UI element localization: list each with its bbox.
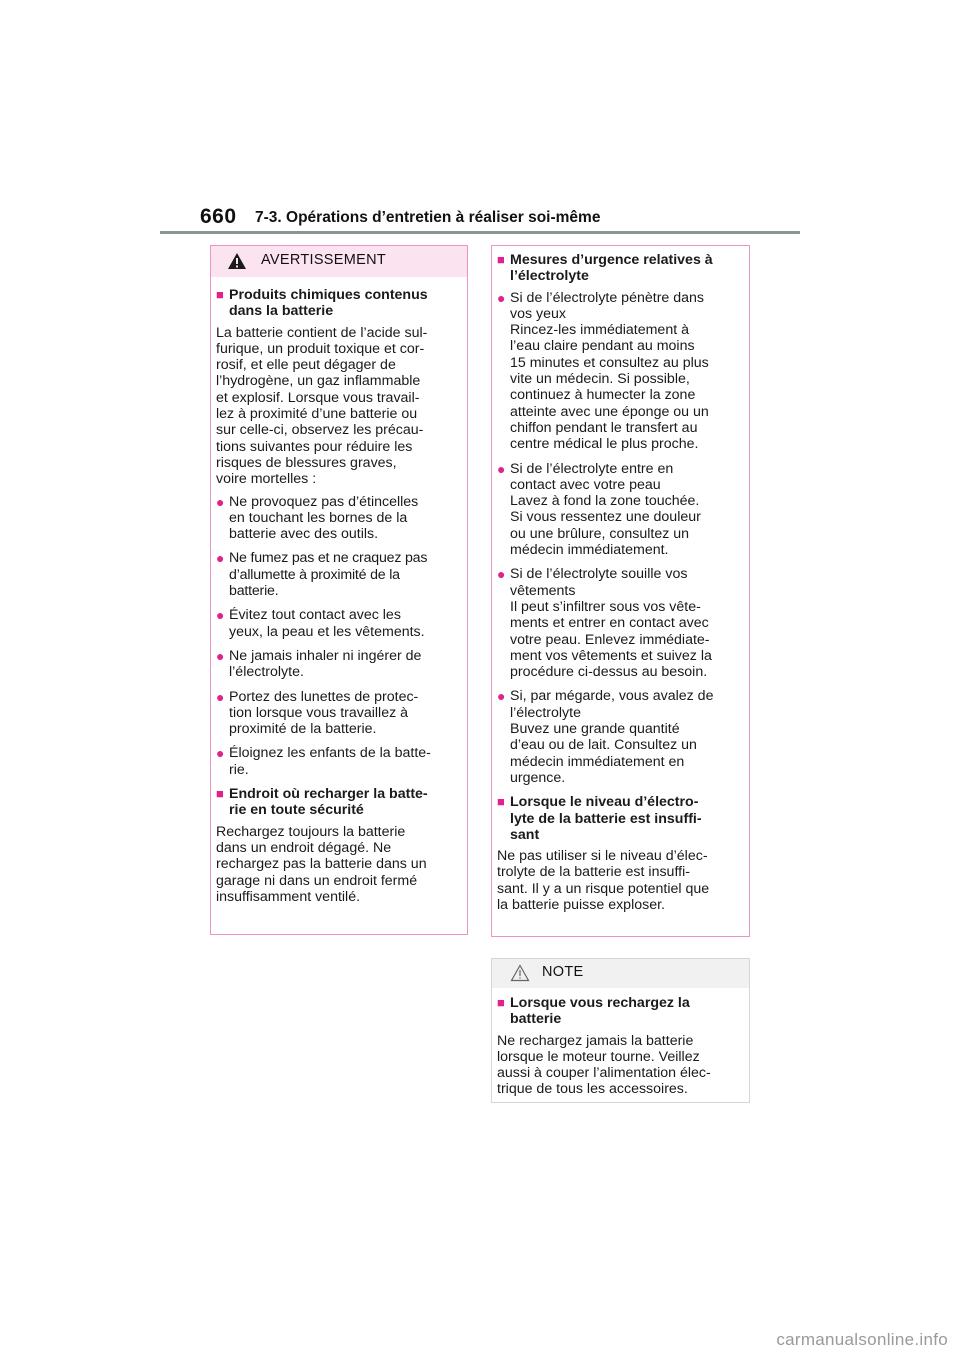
- list-item-text: Si de l’électrolyte entre en contact avec votre peau Lavez à fond la zone touchée. Si vous ressentez une douleur ou une brûlure, consultez un médecin immédiatement.: [510, 460, 701, 559]
- square-bullet-icon: ■: [216, 786, 224, 802]
- note-box-header: [492, 959, 749, 988]
- round-bullet-icon: ●: [497, 688, 506, 705]
- section-heading: [497, 794, 744, 843]
- list-item-text: Ne provoquez pas d’étincelles en touchant les bornes de la batterie avec des outils.: [229, 493, 419, 543]
- warning-body-right: [492, 246, 749, 913]
- list-item: [497, 290, 744, 453]
- round-bullet-icon: ●: [497, 460, 506, 477]
- section-heading: [497, 252, 744, 285]
- paragraph: Ne rechargez jamais la batterie lorsque le moteur tourne. Veillez aussi à couper l’alimentation élec- trique de tous les accessoires.: [497, 1032, 711, 1098]
- heading-text: Lorsque le niveau d’électro- lyte de la batterie est insuffi- sant: [510, 794, 702, 843]
- list-item: [216, 607, 462, 640]
- list-item: [497, 688, 744, 786]
- round-bullet-icon: ●: [216, 647, 225, 664]
- round-bullet-icon: ●: [216, 745, 225, 762]
- square-bullet-icon: ■: [216, 287, 224, 302]
- list-item: [216, 550, 462, 599]
- list-item: [216, 689, 462, 738]
- section-heading: [497, 995, 744, 1028]
- paragraph: Ne pas utiliser si le niveau d’élec- trolyte de la batterie est insuffi- sant. Il y a un risque potentiel que la batterie puisse exploser.: [497, 848, 710, 913]
- list-item-text: Si de l’électrolyte pénètre dans vos yeux Rincez-les immédiatement à l’eau claire pendant au moins 15 minutes et consultez au plus vite un médecin. Si possible, continuez à humecter la zone atteinte avec une éponge ou un chiffon pendant le transfert au centre médical le plus proche.: [510, 289, 709, 453]
- heading-text: Produits chimiques contenus dans la batterie: [229, 287, 428, 320]
- warning-box-header: [211, 246, 467, 277]
- round-bullet-icon: ●: [216, 607, 225, 624]
- page-header: [200, 200, 800, 240]
- warning-box-right: [491, 245, 750, 937]
- round-bullet-icon: ●: [497, 289, 506, 306]
- list-item: [497, 566, 744, 680]
- round-bullet-icon: ●: [216, 550, 225, 567]
- section-heading: [216, 786, 462, 819]
- heading-text: Lorsque vous rechargez la batterie: [510, 995, 690, 1028]
- list-item-text: Si, par mégarde, vous avalez de l’électrolyte Buvez une grande quantité d’eau ou de lait. Consultez un médecin immédiatement en urgence.: [510, 688, 714, 786]
- warning-body-left: [211, 277, 467, 905]
- list-item-text: Éloignez les enfants de la batte- rie.: [229, 745, 431, 778]
- list-item-text: Ne fumez pas et ne craquez pas d’allumette à proximité de la batterie.: [229, 550, 428, 600]
- paragraph: La batterie contient de l’acide sul- furique, un produit toxique et cor- rosif, et elle peut dégager de l’hydrogène, un gaz inflammable et explosif. Lorsque vous travail- lez à proximité d’une batterie ou sur celle-ci, observez les précau- tions suivantes pour réduire les risques de blessures graves, voire mortelles :: [216, 324, 428, 488]
- watermark: carmanualsonline.info: [776, 1330, 948, 1349]
- note-body: [492, 988, 749, 1098]
- warning-title: AVERTISSEMENT: [261, 252, 387, 268]
- warning-box-left: [210, 245, 468, 935]
- list-item-text: Évitez tout contact avec les yeux, la peau et les vêtements.: [229, 607, 425, 640]
- heading-text: Mesures d’urgence relatives à l’électrolyte: [510, 252, 713, 285]
- list-item-text: Si de l’électrolyte souille vos vêtements Il peut s’infiltrer sous vos vête- ments et entrer en contact avec votre peau. Enlevez immédiate- ment vos vêtements et suivez la procédure ci-dessus au besoin.: [510, 566, 712, 681]
- square-bullet-icon: ■: [497, 995, 505, 1010]
- list-item: [216, 745, 462, 778]
- header-rule: [160, 231, 800, 234]
- list-item-text: Ne jamais inhaler ni ingérer de l’électrolyte.: [229, 647, 422, 681]
- note-title: NOTE: [542, 964, 584, 980]
- round-bullet-icon: ●: [216, 688, 225, 705]
- section-title: 7-3. Opérations d’entretien à réaliser soi-même: [255, 209, 601, 226]
- paragraph: Rechargez toujours la batterie dans un endroit dégagé. Ne rechargez pas la batterie dans un garage ni dans un endroit fermé insuffisamment ventilé.: [216, 823, 427, 905]
- caution-triangle-icon: [510, 964, 530, 982]
- round-bullet-icon: ●: [216, 493, 225, 510]
- round-bullet-icon: ●: [497, 566, 506, 583]
- list-item-text: Portez des lunettes de protec- tion lorsque vous travaillez à proximité de la batterie.: [229, 688, 419, 738]
- page-number: 660: [200, 205, 237, 228]
- note-box: [491, 958, 750, 1103]
- section-heading: [216, 287, 462, 320]
- square-bullet-icon: ■: [497, 252, 505, 267]
- list-item: [497, 461, 744, 559]
- list-item: [216, 494, 462, 543]
- list-item: [216, 648, 462, 681]
- heading-text: Endroit où recharger la batte- rie en toute sécurité: [229, 786, 428, 819]
- warning-triangle-icon: [227, 252, 247, 270]
- square-bullet-icon: ■: [497, 794, 505, 810]
